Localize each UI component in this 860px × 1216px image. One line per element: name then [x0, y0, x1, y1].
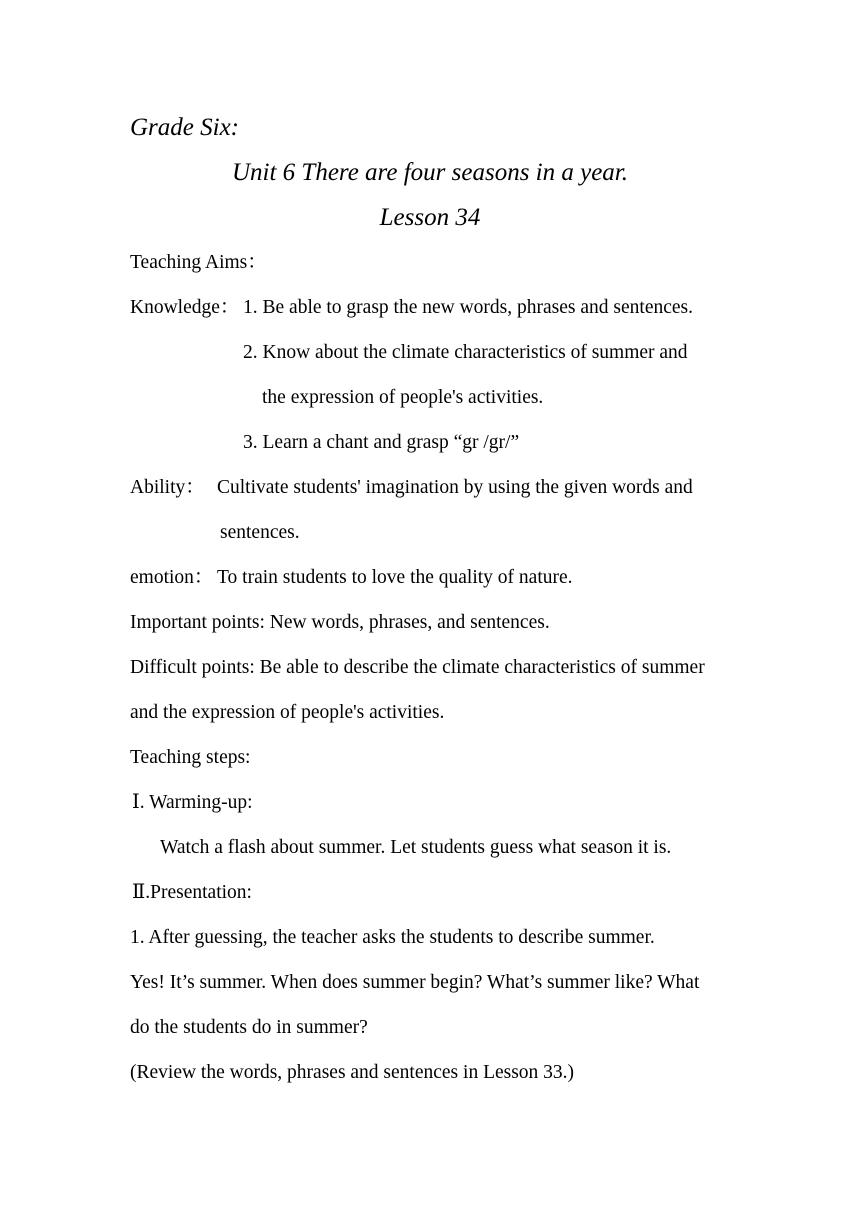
knowledge-item: 3. Learn a chant and grasp “gr /gr/”: [243, 432, 520, 453]
knowledge-item: 1. Be able to grasp the new words, phrases and sentences.: [243, 297, 693, 318]
knowledge-item-continuation: the expression of people's activities.: [262, 387, 544, 408]
presentation-line: do the students do in summer?: [130, 1017, 368, 1038]
ability-text-continuation: sentences.: [220, 522, 300, 543]
teaching-aims-heading: Teaching Aims：: [130, 252, 267, 273]
presentation-line: 1. After guessing, the teacher asks the students to describe summer.: [130, 927, 655, 948]
lesson-title: Lesson 34: [379, 204, 481, 231]
important-points: Important points: New words, phrases, and sentences.: [130, 612, 550, 633]
warmup-heading: Ⅰ. Warming-up:: [132, 792, 253, 813]
emotion-text: To train students to love the quality of nature.: [217, 567, 573, 588]
difficult-points: Difficult points: Be able to describe the climate characteristics of summer: [130, 657, 705, 678]
unit-title: Unit 6 There are four seasons in a year.: [231, 159, 629, 186]
knowledge-item: 2. Know about the climate characteristics of summer and: [243, 342, 688, 363]
ability-label: Ability：: [130, 477, 205, 498]
knowledge-label: Knowledge：: [130, 297, 240, 318]
warmup-text: Watch a flash about summer. Let students guess what season it is.: [160, 837, 672, 858]
emotion-label: emotion：: [130, 567, 214, 588]
presentation-line: (Review the words, phrases and sentences in Lesson 33.): [130, 1062, 575, 1083]
grade-heading: Grade Six:: [130, 114, 239, 141]
teaching-steps-heading: Teaching steps:: [130, 747, 251, 768]
presentation-heading: Ⅱ.Presentation:: [132, 882, 252, 903]
difficult-points-continuation: and the expression of people's activities.: [130, 702, 445, 723]
ability-text: Cultivate students' imagination by using the given words and: [217, 477, 693, 498]
presentation-line: Yes! It’s summer. When does summer begin? What’s summer like? What: [130, 972, 700, 993]
